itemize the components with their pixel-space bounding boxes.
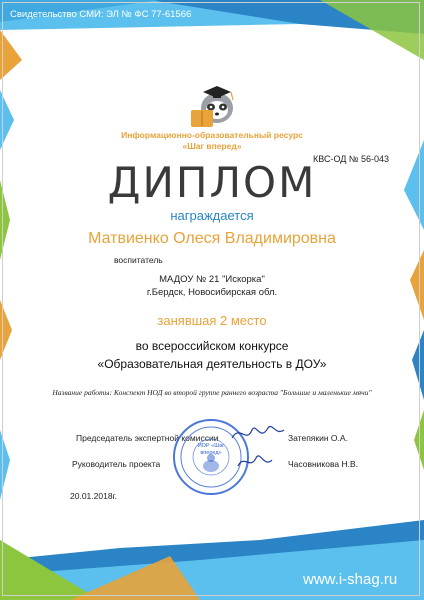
organization-line1: МАДОУ № 21 "Искорка"	[159, 274, 265, 285]
contest-name: «Образовательная деятельность в ДОУ»	[97, 357, 327, 371]
awarded-text: награждается	[170, 208, 254, 223]
recipient-name: Матвиенко Олеся Владимировна	[88, 230, 336, 247]
registration-text: Свидетельство СМИ: ЭЛ № ФС 77-61566	[10, 9, 192, 20]
diploma-title: ДИПЛОМ	[107, 158, 317, 207]
website-link[interactable]: www.i-shag.ru	[303, 571, 398, 588]
head-label: Руководитель проекта	[72, 459, 161, 469]
resource-name-line1: Информационно-образовательный ресурс	[121, 130, 303, 140]
resource-name-line2: «Шаг вперед»	[182, 141, 242, 151]
recipient-position: воспитатель	[114, 255, 163, 265]
raccoon-mascot-logo	[183, 80, 243, 130]
organization-line2: г.Бердск, Новосибирская обл.	[146, 287, 278, 298]
handwritten-signature	[228, 422, 288, 474]
contest-line1: во всероссийском конкурсе	[135, 339, 289, 353]
work-title: Название работы: Конспект НОД во второй группе раннего возраста "Большие и маленькие мячи"	[52, 388, 372, 397]
chair-name: Затепякин О.А.	[288, 433, 348, 443]
place-text: занявшая 2 место	[157, 313, 267, 328]
diploma-code: КВС-ОД № 56-043	[313, 154, 390, 164]
stamp-text: ИОР «Шаг вперед»	[197, 443, 225, 456]
head-name: Часовникова Н.В.	[288, 459, 359, 469]
chair-label: Председатель экспертной комиссии	[76, 433, 219, 443]
issue-date: 20.01.2018г.	[70, 491, 117, 501]
